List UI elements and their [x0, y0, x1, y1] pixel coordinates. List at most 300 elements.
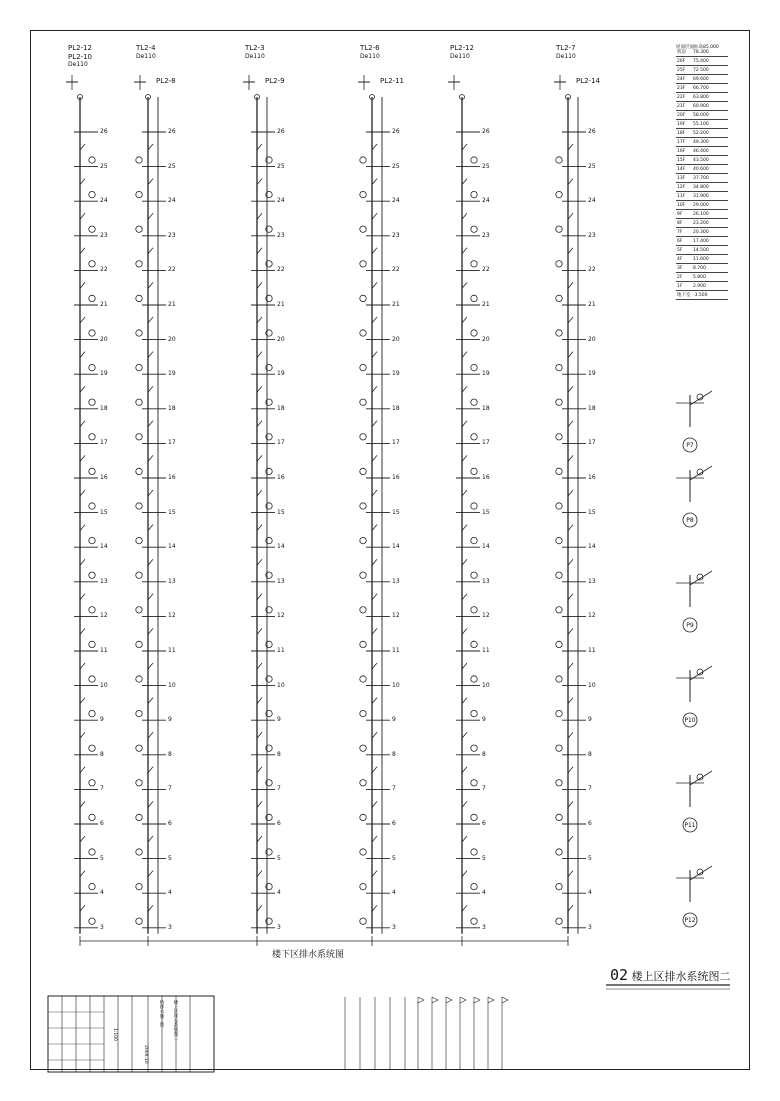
branch-pipe: [462, 594, 467, 600]
floor-label: 22: [277, 266, 285, 274]
branch-pipe: [568, 282, 573, 288]
elevation-floor: 26F: [676, 57, 692, 66]
branch-marker: [360, 883, 366, 889]
floor-label: 21: [392, 301, 400, 308]
branch-pipe: [257, 317, 262, 323]
branch-marker: [556, 261, 562, 267]
branch-pipe: [257, 663, 262, 669]
floor-label: 14: [277, 543, 285, 551]
floor-label: 7: [168, 785, 172, 793]
branch-pipe: [372, 663, 377, 669]
floor-label: 15: [392, 508, 400, 516]
branch-marker: [360, 399, 366, 405]
floor-label: 6: [100, 820, 104, 827]
branch-pipe: [80, 559, 85, 565]
title-block-drawing: 楼上区排水系统图二: [173, 1000, 178, 1041]
branch-pipe: [568, 663, 573, 669]
floor-label: 18: [100, 404, 108, 412]
elevation-value: 20.300: [692, 228, 728, 237]
branch-marker: [89, 330, 95, 336]
floor-label: 21: [277, 301, 285, 308]
branch-marker: [471, 607, 477, 613]
floor-label: 14: [588, 543, 596, 551]
branch-marker: [360, 434, 366, 440]
branch-pipe: [462, 179, 467, 185]
branch-pipe: [148, 213, 153, 219]
elevation-value: 40.600: [692, 165, 728, 174]
branch-pipe: [372, 282, 377, 288]
floor-label: 11: [482, 647, 490, 654]
elevation-value: 52.200: [692, 129, 728, 138]
branch-marker: [556, 434, 562, 440]
floor-label: 17: [482, 439, 490, 447]
elevation-floor: 5F: [676, 246, 692, 255]
branch-marker: [556, 503, 562, 509]
branch-pipe: [568, 490, 573, 496]
branch-marker: [471, 261, 477, 267]
branch-marker: [556, 849, 562, 855]
branch-pipe: [148, 801, 153, 807]
branch-marker: [471, 814, 477, 820]
branch-marker: [360, 676, 366, 682]
branch-pipe: [372, 767, 377, 773]
floor-label: 24: [482, 197, 490, 205]
branch-marker: [556, 468, 562, 474]
elevation-row: [676, 156, 728, 165]
branch-pipe: [462, 248, 467, 254]
floor-label: 16: [100, 474, 108, 481]
floor-label: 19: [100, 370, 108, 378]
branch-pipe: [148, 871, 153, 877]
floor-label: 25: [588, 162, 596, 170]
elevation-value: 2.900: [692, 282, 728, 291]
main-diagram-title: 楼下区排水系统图: [272, 950, 345, 960]
floor-label: 7: [277, 785, 281, 793]
elevation-value: 49.300: [692, 138, 728, 147]
elevation-floor: 23F: [676, 84, 692, 93]
elevation-row: [676, 237, 728, 246]
branch-marker: [136, 710, 142, 716]
floor-label: 9: [277, 716, 281, 724]
branch-marker: [556, 537, 562, 543]
detail-tag: P9: [686, 622, 694, 629]
floor-label: 11: [277, 647, 285, 654]
branch-pipe: [148, 628, 153, 634]
elevation-floor: 14F: [676, 165, 692, 174]
branch-pipe: [568, 421, 573, 427]
floor-label: 11: [100, 647, 108, 654]
pipe-diameter-label: De110: [68, 61, 88, 68]
branch-marker: [136, 572, 142, 578]
branch-pipe: [80, 213, 85, 219]
floor-label: 3: [277, 923, 281, 931]
branch-pipe: [372, 732, 377, 738]
branch-marker: [136, 745, 142, 751]
branch-marker: [360, 330, 366, 336]
branch-marker: [556, 780, 562, 786]
branch-marker: [89, 261, 95, 267]
floor-label: 18: [277, 404, 285, 412]
elevation-row: [676, 147, 728, 156]
branch-pipe: [568, 386, 573, 392]
floor-label: 3: [482, 923, 486, 931]
branch-pipe: [80, 490, 85, 496]
branch-marker: [471, 537, 477, 543]
floor-label: 25: [100, 162, 108, 170]
elevation-value: 69.600: [692, 75, 728, 84]
floor-label: 22: [482, 266, 490, 274]
elevation-table-header: 屋面层面标高85.000: [676, 45, 719, 50]
floor-label: 25: [277, 162, 285, 170]
branch-marker: [89, 710, 95, 716]
branch-marker: [136, 364, 142, 370]
branch-pipe: [372, 594, 377, 600]
detail-tag: P11: [684, 822, 696, 829]
floor-label: 23: [392, 231, 400, 239]
branch-marker: [89, 849, 95, 855]
branch-marker: [471, 918, 477, 924]
floor-label: 23: [100, 231, 108, 239]
branch-marker: [360, 295, 366, 301]
branch-pipe: [148, 248, 153, 254]
floor-label: 22: [392, 266, 400, 274]
floor-label: 10: [100, 681, 108, 689]
branch-pipe: [372, 698, 377, 704]
elevation-floor: 3F: [676, 264, 692, 273]
branch-marker: [471, 849, 477, 855]
branch-marker: [89, 399, 95, 405]
branch-marker: [136, 849, 142, 855]
branch-marker: [471, 399, 477, 405]
branch-pipe: [148, 559, 153, 565]
riser-label: TL2-7: [556, 44, 576, 52]
branch-marker: [556, 745, 562, 751]
floor-label: 20: [392, 335, 400, 343]
elevation-value: 14.500: [692, 246, 728, 255]
branch-pipe: [462, 455, 467, 461]
elevation-row: [676, 174, 728, 183]
floor-label: 8: [168, 750, 172, 758]
branch-pipe: [372, 352, 377, 358]
detail-tag: P8: [686, 517, 694, 524]
elevation-floor: 12F: [676, 183, 692, 192]
elevation-row: [676, 84, 728, 93]
floor-label: 17: [588, 439, 596, 447]
branch-pipe: [80, 455, 85, 461]
floor-label: 9: [588, 716, 592, 724]
riser-label: TL2-4: [136, 44, 156, 52]
elevation-floor: 24F: [676, 75, 692, 84]
floor-label: 23: [588, 231, 596, 239]
floor-label: 9: [100, 716, 104, 724]
branch-marker: [136, 468, 142, 474]
branch-marker: [360, 503, 366, 509]
branch-pipe: [372, 248, 377, 254]
floor-label: 3: [588, 923, 592, 931]
branch-marker: [471, 710, 477, 716]
floor-label: 14: [100, 543, 108, 551]
floor-label: 26: [168, 128, 176, 135]
floor-label: 24: [100, 197, 108, 205]
floor-label: 13: [588, 577, 596, 585]
riser-label: TL2-3: [245, 44, 265, 52]
branch-marker: [136, 883, 142, 889]
branch-marker: [89, 572, 95, 578]
elevation-row: [676, 273, 728, 282]
elevation-floor: 4F: [676, 255, 692, 264]
elevation-value: -3.500: [692, 291, 728, 300]
elevation-floor: 11F: [676, 192, 692, 201]
branch-marker: [360, 468, 366, 474]
branch-marker: [360, 572, 366, 578]
branch-marker: [556, 710, 562, 716]
title-block-project: 给排水施工图: [159, 1000, 164, 1027]
branch-pipe: [257, 213, 262, 219]
floor-label: 5: [588, 854, 592, 862]
branch-pipe: [462, 801, 467, 807]
floor-label: 8: [588, 750, 592, 758]
elevation-floor: 17F: [676, 138, 692, 147]
branch-marker: [89, 364, 95, 370]
elevation-floor: 19F: [676, 120, 692, 129]
floor-label: 4: [168, 889, 172, 897]
branch-marker: [89, 676, 95, 682]
branch-pipe: [80, 905, 85, 911]
branch-pipe: [148, 455, 153, 461]
branch-pipe: [568, 352, 573, 358]
branch-pipe: [462, 628, 467, 634]
branch-marker: [89, 883, 95, 889]
branch-marker: [556, 226, 562, 232]
elevation-value: 43.500: [692, 156, 728, 165]
floor-label: 4: [392, 889, 396, 897]
floor-label: 23: [482, 231, 490, 239]
elevation-row: [676, 75, 728, 84]
branch-marker: [556, 572, 562, 578]
branch-marker: [471, 468, 477, 474]
branch-marker: [556, 607, 562, 613]
branch-marker: [360, 745, 366, 751]
branch-pipe: [148, 421, 153, 427]
branch-marker: [471, 226, 477, 232]
branch-marker: [136, 814, 142, 820]
branch-marker: [360, 191, 366, 197]
branch-marker: [360, 607, 366, 613]
elevation-floor: 6F: [676, 237, 692, 246]
branch-pipe: [462, 559, 467, 565]
floor-label: 5: [277, 854, 281, 862]
branch-pipe: [372, 525, 377, 531]
floor-label: 20: [277, 335, 285, 343]
floor-label: 22: [100, 266, 108, 274]
floor-label: 14: [482, 543, 490, 551]
elevation-value: 58.000: [692, 111, 728, 120]
floor-label: 20: [100, 335, 108, 343]
floor-label: 18: [392, 404, 400, 412]
elevation-value: 11.600: [692, 255, 728, 264]
branch-pipe: [257, 628, 262, 634]
floor-label: 15: [100, 508, 108, 516]
elevation-row: [676, 57, 728, 66]
elevation-row: [676, 183, 728, 192]
branch-pipe: [257, 455, 262, 461]
branch-pipe: [462, 144, 467, 150]
branch-marker: [89, 780, 95, 786]
branch-marker: [360, 918, 366, 924]
elevation-row: [676, 282, 728, 291]
branch-marker: [360, 641, 366, 647]
branch-pipe: [462, 352, 467, 358]
branch-marker: [136, 676, 142, 682]
elevation-value: 29.000: [692, 201, 728, 210]
branch-pipe: [80, 317, 85, 323]
branch-pipe: [148, 698, 153, 704]
branch-pipe: [568, 144, 573, 150]
branch-marker: [471, 641, 477, 647]
branch-marker: [89, 468, 95, 474]
branch-pipe: [568, 698, 573, 704]
floor-label: 16: [168, 474, 176, 481]
branch-marker: [556, 157, 562, 163]
branch-pipe: [568, 767, 573, 773]
branch-marker: [556, 330, 562, 336]
title-block-date: 2009.10: [143, 1045, 148, 1064]
branch-marker: [136, 399, 142, 405]
branch-marker: [136, 330, 142, 336]
floor-label: 23: [277, 231, 285, 239]
elevation-value: 31.900: [692, 192, 728, 201]
elevation-row: [676, 219, 728, 228]
floor-label: 14: [168, 543, 176, 551]
pipe-diameter-label: De110: [136, 53, 156, 60]
elevation-row: [676, 48, 728, 57]
floor-label: 15: [168, 508, 176, 516]
branch-pipe: [80, 801, 85, 807]
branch-marker: [556, 399, 562, 405]
floor-label: 18: [482, 404, 490, 412]
floor-label: 26: [482, 128, 490, 135]
floor-label: 13: [277, 577, 285, 585]
branch-pipe: [80, 628, 85, 634]
branch-pipe: [462, 698, 467, 704]
floor-label: 6: [392, 820, 396, 827]
riser-label-secondary: PL2-10: [68, 53, 93, 61]
floor-label: 21: [100, 301, 108, 308]
elevation-value: 60.900: [692, 102, 728, 111]
branch-marker: [89, 814, 95, 820]
elevation-floor: 20F: [676, 111, 692, 120]
floor-label: 20: [588, 335, 596, 343]
branch-pipe: [148, 490, 153, 496]
branch-pipe: [257, 282, 262, 288]
branch-pipe: [568, 248, 573, 254]
floor-label: 17: [168, 439, 176, 447]
branch-marker: [471, 364, 477, 370]
floor-label: 20: [168, 335, 176, 343]
branch-marker: [471, 191, 477, 197]
floor-label: 19: [168, 370, 176, 378]
elevation-floor: 2F: [676, 273, 692, 282]
branch-marker: [360, 780, 366, 786]
branch-marker: [556, 883, 562, 889]
floor-label: 14: [392, 543, 400, 551]
branch-pipe: [257, 801, 262, 807]
branch-pipe: [372, 490, 377, 496]
branch-pipe: [568, 801, 573, 807]
branch-pipe: [148, 836, 153, 842]
branch-marker: [471, 434, 477, 440]
branch-marker: [89, 607, 95, 613]
branch-pipe: [80, 421, 85, 427]
branch-pipe: [257, 767, 262, 773]
floor-label: 25: [392, 162, 400, 170]
floor-label: 16: [482, 474, 490, 481]
floor-label: 12: [482, 612, 490, 620]
branch-pipe: [372, 836, 377, 842]
branch-pipe: [372, 871, 377, 877]
branch-marker: [556, 918, 562, 924]
title-block-scale: 1:100: [112, 1028, 117, 1041]
floor-label: 16: [588, 474, 596, 481]
floor-label: 23: [168, 231, 176, 239]
floor-label: 18: [588, 404, 596, 412]
floor-label: 6: [482, 820, 486, 827]
elevation-row: [676, 246, 728, 255]
floor-label: 22: [588, 266, 596, 274]
elevation-row: [676, 129, 728, 138]
branch-pipe: [568, 871, 573, 877]
pipe-diameter-label: De110: [450, 53, 470, 60]
branch-pipe: [80, 144, 85, 150]
floor-label: 13: [392, 577, 400, 585]
branch-marker: [556, 295, 562, 301]
branch-marker: [471, 330, 477, 336]
branch-marker: [89, 641, 95, 647]
branch-pipe: [372, 179, 377, 185]
elevation-floor: 地下室: [677, 292, 691, 298]
elevation-value: 26.100: [692, 210, 728, 219]
branch-pipe: [148, 282, 153, 288]
elevation-row: [676, 66, 728, 75]
floor-label: 10: [482, 681, 490, 689]
floor-label: 12: [392, 612, 400, 620]
floor-label: 10: [277, 681, 285, 689]
branch-pipe: [257, 836, 262, 842]
floor-label: 6: [588, 820, 592, 827]
floor-label: 5: [482, 854, 486, 862]
branch-pipe: [148, 594, 153, 600]
floor-label: 26: [392, 128, 400, 135]
pipe-diameter-label: De110: [245, 53, 265, 60]
branch-pipe: [462, 732, 467, 738]
branch-pipe: [372, 559, 377, 565]
floor-label: 22: [168, 266, 176, 274]
branch-marker: [136, 607, 142, 613]
legend-arrow: [418, 997, 424, 1003]
riser-label-secondary: PL2-11: [380, 77, 405, 85]
branch-pipe: [462, 525, 467, 531]
branch-marker: [89, 295, 95, 301]
branch-pipe: [148, 732, 153, 738]
branch-pipe: [257, 732, 262, 738]
elevation-row: [676, 210, 728, 219]
floor-label: 7: [100, 785, 104, 793]
branch-marker: [471, 780, 477, 786]
branch-pipe: [148, 767, 153, 773]
floor-label: 4: [588, 889, 592, 897]
elevation-floor: 9F: [676, 210, 692, 219]
branch-pipe: [257, 144, 262, 150]
